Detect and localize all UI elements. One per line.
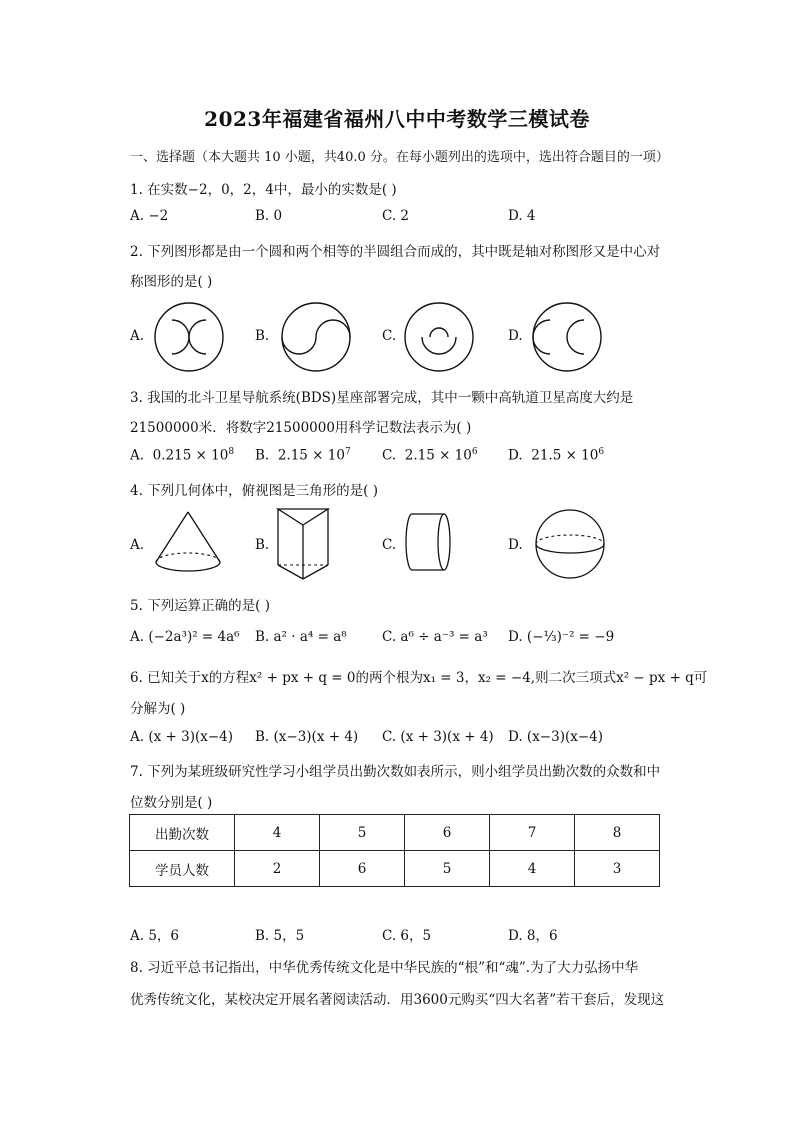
table-cell: 6 bbox=[320, 851, 405, 887]
q2-label-a: A. bbox=[130, 328, 145, 344]
cone-icon bbox=[150, 508, 226, 578]
q1-option-a: A. −2 bbox=[130, 208, 169, 224]
q6-option-b: B. (x−3)(x + 4) bbox=[255, 729, 359, 745]
triangular-prism-icon bbox=[274, 503, 332, 583]
circle-with-s-curve-icon bbox=[279, 300, 353, 374]
q5-option-c: C. a⁶ ÷ a⁻³ = a³ bbox=[382, 629, 488, 645]
table-cell: 2 bbox=[235, 851, 320, 887]
circle-with-nested-arcs-icon bbox=[402, 300, 476, 374]
q7-option-a: A. 5，6 bbox=[130, 928, 180, 944]
table-cell: 学员人数 bbox=[130, 851, 235, 887]
q3-option-c: C. $2.15 \times 10^6$ bbox=[382, 447, 478, 464]
table-cell: 出勤次数 bbox=[130, 815, 235, 851]
table-cell: 5 bbox=[405, 851, 490, 887]
q6-option-c: C. (x + 3)(x + 4) bbox=[382, 729, 494, 745]
q7-option-c: C. 6，5 bbox=[382, 928, 432, 944]
q5-option-a: A. (−2a³)² = 4a⁶ bbox=[130, 629, 240, 645]
question-2-stem-line2: 称图形的是( ) bbox=[130, 274, 213, 290]
circle-with-opposite-arcs-icon bbox=[530, 300, 604, 374]
question-7-stem-line1: 7. 下列为某班级研究性学习小组学员出勤次数如表所示，则小组学员出勤次数的众数和中 bbox=[130, 764, 661, 780]
q3-option-a: A. $0.215 \times 10^8$ bbox=[130, 447, 235, 464]
section-heading: 一、选择题（本大题共 10 小题，共40.0 分。在每小题列出的选项中，选出符合题目的一项） bbox=[130, 150, 669, 165]
q4-label-a: A. bbox=[130, 537, 145, 553]
question-3-stem-line1: 3. 我国的北斗卫星导航系统(BDS)星座部署完成，其中一颗中高轨道卫星高度大约是 bbox=[130, 390, 634, 406]
question-5-stem: 5. 下列运算正确的是( ) bbox=[130, 598, 270, 614]
page-title: 2023年福建省福州八中中考数学三模试卷 bbox=[204, 107, 590, 131]
table-row bbox=[130, 851, 660, 887]
table-cell: 8 bbox=[575, 815, 660, 851]
table-row bbox=[130, 815, 660, 851]
circle-with-facing-arcs-icon bbox=[152, 300, 226, 374]
q5-option-b: B. a² · a⁴ = a⁸ bbox=[255, 629, 347, 645]
sphere-icon bbox=[532, 508, 608, 580]
question-1-stem: 1. 在实数−2，0，2，4中，最小的实数是( ) bbox=[130, 182, 397, 198]
table-cell: 3 bbox=[575, 851, 660, 887]
question-2-stem-line1: 2. 下列图形都是由一个圆和两个相等的半圆组合而成的，其中既是轴对称图形又是中心对 bbox=[130, 244, 661, 260]
attendance-table bbox=[129, 814, 660, 887]
table-cell: 5 bbox=[320, 815, 405, 851]
q3-option-b: B. $2.15 \times 10^7$ bbox=[255, 447, 351, 464]
q6-option-d: D. (x−3)(x−4) bbox=[508, 729, 604, 745]
q1-option-d: D. 4 bbox=[508, 208, 536, 224]
table-cell: 6 bbox=[405, 815, 490, 851]
q7-option-b: B. 5，5 bbox=[255, 928, 305, 944]
q4-label-c: C. bbox=[382, 537, 397, 553]
question-8-stem-line1: 8. 习近平总书记指出，中华优秀传统文化是中华民族的“根”和“魂”.为了大力弘扬中华 bbox=[130, 960, 639, 976]
q1-option-c: C. 2 bbox=[382, 208, 410, 224]
q5-option-d: D. (−⅓)⁻² = −9 bbox=[508, 629, 615, 645]
q4-label-b: B. bbox=[255, 537, 270, 553]
q7-option-d: D. 8，6 bbox=[508, 928, 558, 944]
q2-label-d: D. bbox=[508, 328, 523, 344]
q4-label-d: D. bbox=[508, 537, 523, 553]
cylinder-icon bbox=[402, 510, 458, 574]
table-cell: 7 bbox=[490, 815, 575, 851]
table-cell: 4 bbox=[235, 815, 320, 851]
question-7-stem-line2: 位数分别是( ) bbox=[130, 795, 213, 811]
question-8-stem-line2: 优秀传统文化，某校决定开展名著阅读活动．用3600元购买“四大名著”若干套后，发现这 bbox=[130, 992, 665, 1008]
question-6-stem-line1: 6. 已知关于x的方程x² + px + q = 0的两个根为x₁ = 3，x₂ = −4,则二次三项式x² − px + q可 bbox=[130, 670, 708, 686]
q6-option-a: A. (x + 3)(x−4) bbox=[130, 729, 234, 745]
q3-option-d: D. $21.5 \times 10^6$ bbox=[508, 447, 605, 464]
q2-label-c: C. bbox=[382, 328, 397, 344]
q1-option-b: B. 0 bbox=[255, 208, 283, 224]
q2-label-b: B. bbox=[255, 328, 270, 344]
table-cell: 4 bbox=[490, 851, 575, 887]
question-6-stem-line2: 分解为( ) bbox=[130, 701, 186, 717]
question-3-stem-line2: 21500000米．将数字21500000用科学记数法表示为( ) bbox=[130, 420, 472, 436]
question-4-stem: 4. 下列几何体中，俯视图是三角形的是( ) bbox=[130, 483, 378, 499]
